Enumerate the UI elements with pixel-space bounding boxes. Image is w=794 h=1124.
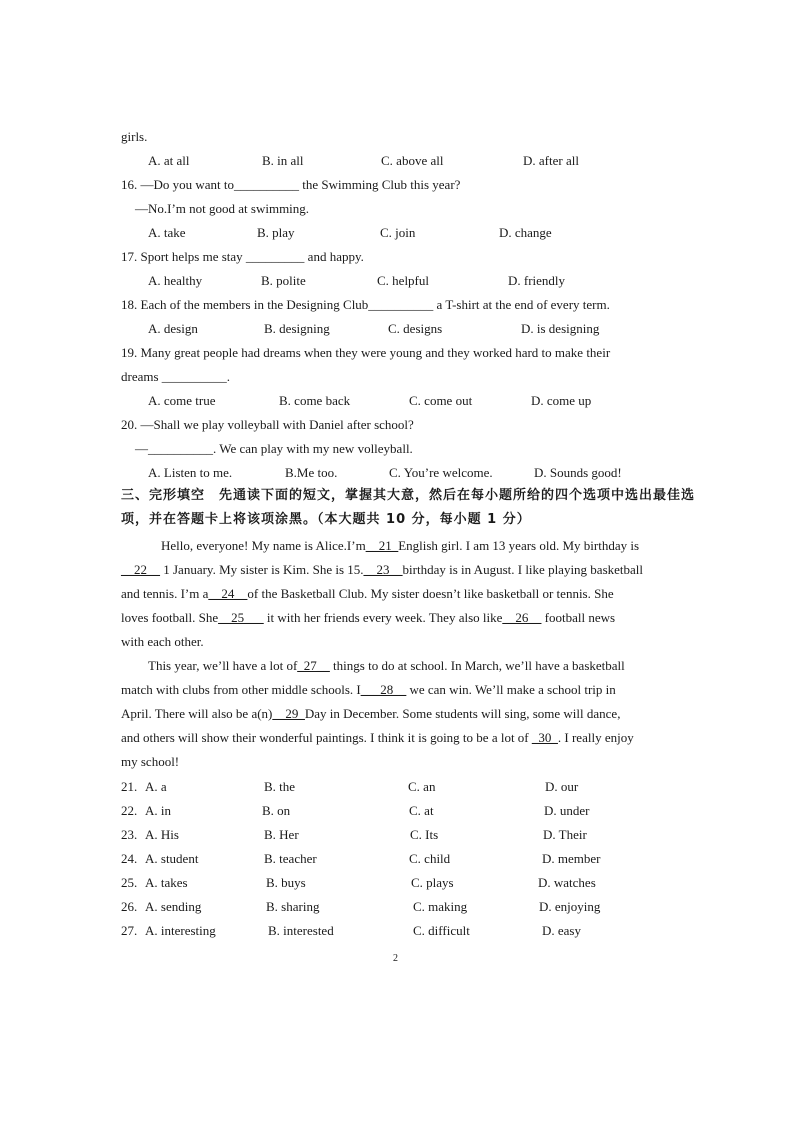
question-20-stem: 20. —Shall we play volleyball with Daniel after school? xyxy=(121,417,414,432)
option-19-c: C. come out xyxy=(409,393,473,408)
blank-28: ___28__ xyxy=(360,682,407,697)
option-a: A. in xyxy=(145,803,171,818)
option-b: B. buys xyxy=(266,875,306,890)
option-d: D. enjoying xyxy=(539,899,601,914)
blank-30: _30_ xyxy=(531,730,558,745)
option-row-number: 21. xyxy=(121,779,138,794)
option-b: B. the xyxy=(264,779,296,794)
section-3-heading: 三、完形填空 先通读下面的短文，掌握其大意，然后在每小题所给的四个选项中选出最佳选 xyxy=(121,488,696,503)
option-16-d: D. change xyxy=(499,225,552,240)
option-b: B. on xyxy=(262,803,291,818)
question-16-stem: 16. —Do you want to__________ the Swimming Club this year? xyxy=(121,177,461,192)
option-c: C. at xyxy=(409,803,434,818)
question-20-reply: —__________. We can play with my new volleyball. xyxy=(135,441,413,456)
option-a: A. takes xyxy=(145,875,188,890)
passage-line: and others will show their wonderful paintings. I think it is going to be a lot of _30_. I really enjoy xyxy=(121,730,634,745)
blank-29: __29_ xyxy=(272,706,305,721)
option-15-d: D. after all xyxy=(523,153,579,168)
option-17-b: B. polite xyxy=(261,273,306,288)
passage-line: loves football. She__25___ it with her friends every week. They also like__26__ football news xyxy=(121,610,616,625)
option-18-d: D. is designing xyxy=(521,321,600,336)
blank-25: __25___ xyxy=(218,610,264,625)
option-row-number: 22. xyxy=(121,803,138,818)
option-a: A. interesting xyxy=(145,923,216,938)
option-c: C. difficult xyxy=(413,923,470,938)
option-d: D. under xyxy=(544,803,590,818)
question-16-reply: —No.I’m not good at swimming. xyxy=(135,201,310,216)
option-row-number: 25. xyxy=(121,875,138,890)
option-c: C. child xyxy=(409,851,451,866)
option-d: D. watches xyxy=(538,875,596,890)
blank-26: __26__ xyxy=(502,610,542,625)
option-20-d: D. Sounds good! xyxy=(534,465,622,480)
question-18-stem: 18. Each of the members in the Designing Club__________ a T-shirt at the end of every term. xyxy=(121,297,610,312)
option-17-d: D. friendly xyxy=(508,273,566,288)
option-16-c: C. join xyxy=(380,225,416,240)
question-19-stem-cont: dreams __________. xyxy=(121,369,231,384)
option-a: A. His xyxy=(145,827,179,842)
option-16-a: A. take xyxy=(148,225,186,240)
passage-line: with each other. xyxy=(121,634,204,649)
passage-line: __22__ 1 January. My sister is Kim. She is 15.__23__birthday is in August. I like playing basketball xyxy=(121,562,644,577)
option-d: D. easy xyxy=(542,923,581,938)
option-a: A. a xyxy=(145,779,167,794)
option-17-a: A. healthy xyxy=(148,273,203,288)
option-18-a: A. design xyxy=(148,321,198,336)
option-row-number: 27. xyxy=(121,923,138,938)
question-continuation: girls. xyxy=(121,129,148,144)
option-20-b: B.Me too. xyxy=(285,465,338,480)
option-row-number: 26. xyxy=(121,899,138,914)
option-c: C. plays xyxy=(411,875,454,890)
blank-21: __21_ xyxy=(365,538,399,553)
option-18-b: B. designing xyxy=(264,321,330,336)
option-19-b: B. come back xyxy=(279,393,351,408)
passage-line: and tennis. I’m a__24__of the Basketball Club. My sister doesn’t like basketball or tennis. She xyxy=(121,586,614,601)
option-16-b: B. play xyxy=(257,225,295,240)
option-b: B. sharing xyxy=(266,899,320,914)
option-d: D. our xyxy=(545,779,579,794)
option-19-a: A. come true xyxy=(148,393,216,408)
blank-24: __24__ xyxy=(208,586,248,601)
option-d: D. member xyxy=(542,851,601,866)
option-c: C. making xyxy=(413,899,468,914)
option-row-number: 23. xyxy=(121,827,138,842)
option-17-c: C. helpful xyxy=(377,273,429,288)
page-number: 2 xyxy=(393,953,398,964)
option-19-d: D. come up xyxy=(531,393,592,408)
passage-line: my school! xyxy=(121,754,180,769)
passage-line: April. There will also be a(n)__29_Day in December. Some students will sing, some will dance, xyxy=(121,706,621,721)
option-d: D. Their xyxy=(543,827,587,842)
option-15-c: C. above all xyxy=(381,153,444,168)
option-15-b: B. in all xyxy=(262,153,304,168)
question-17-stem: 17. Sport helps me stay _________ and happy. xyxy=(121,249,364,264)
option-row-number: 24. xyxy=(121,851,138,866)
option-a: A. sending xyxy=(145,899,202,914)
option-b: B. Her xyxy=(264,827,299,842)
option-20-a: A. Listen to me. xyxy=(148,465,233,480)
option-a: A. student xyxy=(145,851,199,866)
blank-23: __23__ xyxy=(363,562,403,577)
passage-line: match with clubs from other middle schools. I___28__ we can win. We’ll make a school trip in xyxy=(121,682,616,697)
option-18-c: C. designs xyxy=(388,321,443,336)
question-19-stem: 19. Many great people had dreams when they were young and they worked hard to make their xyxy=(121,345,611,360)
option-20-c: C. You’re welcome. xyxy=(389,465,493,480)
option-b: B. teacher xyxy=(264,851,317,866)
option-c: C. an xyxy=(408,779,436,794)
blank-27: _27__ xyxy=(297,658,330,673)
blank-22: __22__ xyxy=(121,562,160,577)
option-15-a: A. at all xyxy=(148,153,190,168)
option-c: C. Its xyxy=(410,827,439,842)
option-b: B. interested xyxy=(268,923,334,938)
section-3-heading-cont: 项，并在答题卡上将该项涂黑。（本大题共 10 分，每小题 1 分） xyxy=(121,512,531,527)
passage-line: Hello, everyone! My name is Alice.I’m__21_English girl. I am 13 years old. My birthday is xyxy=(161,538,640,553)
passage-line: This year, we’ll have a lot of_27__ things to do at school. In March, we’ll have a basketball xyxy=(148,658,625,673)
